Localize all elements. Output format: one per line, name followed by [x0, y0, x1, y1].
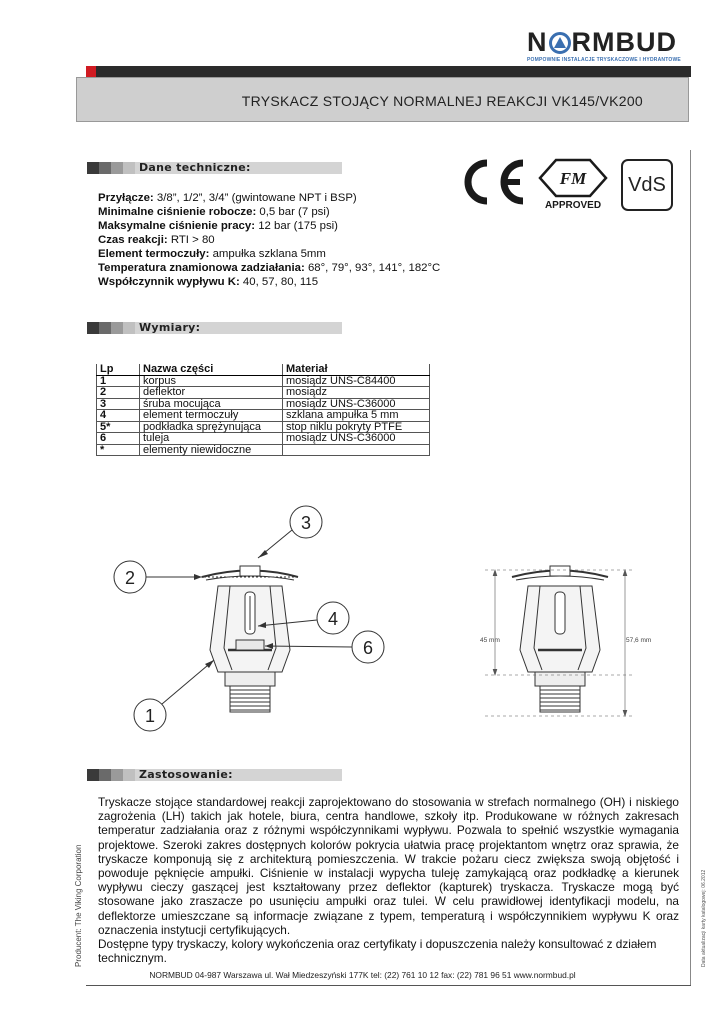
table-cell: podkładka sprężynująca: [140, 421, 283, 433]
logo-triangle-icon: [549, 32, 571, 54]
table-cell: korpus: [140, 375, 283, 387]
fm-approved-icon: [536, 156, 610, 212]
right-margin-line: [690, 150, 691, 985]
spec-label: Minimalne ciśnienie robocze:: [98, 206, 257, 218]
callout-3: [258, 506, 322, 558]
section-square: [123, 769, 135, 781]
spec-row: [98, 233, 440, 247]
brand-name-start: N: [527, 27, 548, 57]
vds-mark-icon: [621, 159, 673, 211]
spec-value: ampułka szklana 5mm: [209, 248, 326, 260]
usage-description: [98, 795, 679, 965]
table-cell: mosiądz UNS-C84400: [283, 375, 430, 387]
page-title: TRYSKACZ STOJĄCY NORMALNEJ REAKCJI VK145/VK200: [241, 93, 643, 109]
fm-approved-label: APPROVED: [544, 200, 602, 211]
spec-value: 3/8”, 1/2”, 3/4” (gwintowane NPT i BSP): [153, 192, 357, 204]
fm-label: FM: [559, 169, 587, 188]
table-cell: 3: [97, 398, 140, 410]
section-square: [99, 322, 111, 334]
section-title-dims: Wymiary:: [139, 321, 201, 334]
header-bar: [86, 66, 691, 77]
spec-list: [98, 191, 440, 289]
table-row: [97, 421, 430, 433]
table-cell: 6: [97, 433, 140, 445]
section-square: [87, 769, 99, 781]
section-square: [99, 162, 111, 174]
usage-paragraph: Tryskacze stojące standardowej reakcji zaprojektowano do stosowania w strefach normalnego (OH) i niskiego zagrożenia (LH) takich jak hotele, biura, centra handlowe, szkoły itp. Produkowane w różnych zakresach temperatur zadziałania oraz z różnymi współczynnikami wypływu. Pozwala to spełnić wszystkie wymagania projektowe. Szeroki zakres dostępnych kolorów pokrycia ułatwia pracę projektantom wnętrz oraz sprawia, że tryskacze komponują się z architekturą pomieszczenia. W trakcie pożaru ciecz zwiększa swoją objętość i powoduje pęknięcie ampułki. Ciśnienie w instalacji wypycha tuleję zamykającą oraz podkładkę a kierunek wypływu cieczy gaszącej jest kształtowany przez deflektor (kapturek) tryskacza. Tryskacze mogą być stosowane jako zraszacze po usunięciu ampułki oraz tulei. W celu prawidłowej identyfikacji modelu, na deflektorze umieszczane są informacje związane z typem, temperaturą i współczynnikiem wypływu K oraz oznaczenia instytucji certyfikujących.: [98, 795, 679, 937]
table-row: [97, 433, 430, 445]
vds-label: VdS: [628, 174, 666, 196]
section-square: [111, 162, 123, 174]
spec-label: Temperatura znamionowa zadziałania:: [98, 262, 305, 274]
footer-line: [86, 985, 691, 986]
table-cell: deflektor: [140, 387, 283, 399]
spec-value: 12 bar (175 psi): [255, 220, 338, 232]
table-cell: elementy niewidoczne: [140, 444, 283, 456]
section-title-tech: Dane techniczne:: [139, 161, 251, 174]
section-header-usage: [87, 769, 342, 781]
dimension-label-45: 45 mm: [480, 637, 500, 644]
table-cell: mosiądz UNS-C36000: [283, 398, 430, 410]
table-cell: stop niklu pokryty PTFE: [283, 421, 430, 433]
producer-note: Producent: The Viking Corporation: [74, 844, 83, 967]
dimension-label-57: 57,6 mm: [626, 637, 652, 644]
spec-row: [98, 191, 440, 205]
brand-logo: [527, 28, 687, 63]
usage-note: Dostępne typy tryskaczy, kolory wykończenia oraz certyfikaty i dopuszczenia należy konsultować z działem technicznym.: [98, 937, 657, 966]
table-cell: 2: [97, 387, 140, 399]
table-header-row: [97, 364, 430, 375]
callout-number: 1: [144, 706, 156, 726]
spec-value: 40, 57, 80, 115: [239, 276, 319, 288]
sprinkler-right-illustration: [512, 566, 608, 712]
section-square: [87, 322, 99, 334]
callout-number: 4: [327, 609, 339, 629]
table-cell: 1: [97, 375, 140, 387]
table-header-cell: Materiał: [283, 364, 430, 375]
section-header-tech: [87, 162, 342, 174]
brand-tagline: POMPOWNIE INSTALACJE TRYSKACZOWE I HYDRANTOWE: [527, 57, 681, 63]
spec-label: Współczynnik wypływu K:: [98, 276, 240, 288]
spec-value: 0,5 bar (7 psi): [256, 206, 330, 218]
footer-contact: NORMBUD 04-987 Warszawa ul. Wał Miedzeszyński 177K tel: (22) 761 10 12 fax: (22) 781 96 51 www.normbud.pl: [149, 970, 576, 980]
callout-1: [134, 660, 214, 731]
table-cell: 5*: [97, 421, 140, 433]
update-date-note: Data aktualizacji karty katalogowej: 06.2012: [701, 869, 707, 967]
table-row: [97, 387, 430, 399]
section-square: [123, 322, 135, 334]
spec-row: [98, 261, 440, 275]
header-bar-accent: [86, 66, 96, 77]
table-cell: mosiądz: [283, 387, 430, 399]
callout-number: 3: [300, 513, 312, 533]
section-square: [87, 162, 99, 174]
table-row: [97, 398, 430, 410]
brand-name-end: RMBUD: [571, 27, 677, 57]
spec-value: RTI > 80: [167, 234, 215, 246]
spec-label: Przyłącze:: [98, 192, 154, 204]
spec-label: Maksymalne ciśnienie pracy:: [98, 220, 256, 232]
table-cell: tuleja: [140, 433, 283, 445]
ce-mark-icon: [457, 157, 527, 207]
spec-value: 68°, 79°, 93°, 141°, 182°C: [304, 262, 441, 274]
table-cell: [283, 444, 430, 456]
section-header-dims: [87, 322, 342, 334]
brand-name: [527, 28, 687, 56]
spec-label: Element termoczuły:: [98, 248, 210, 260]
callout-2: [114, 561, 202, 593]
section-square: [111, 322, 123, 334]
sprinkler-drawing: [90, 500, 690, 740]
table-row: [97, 444, 430, 456]
table-cell: mosiądz UNS-C36000: [283, 433, 430, 445]
section-square: [111, 769, 123, 781]
callout-number: 2: [124, 568, 136, 588]
spec-row: [98, 219, 440, 233]
table-cell: 4: [97, 410, 140, 422]
spec-row: [98, 247, 440, 261]
title-box: [76, 77, 689, 122]
table-row: [97, 375, 430, 387]
table-cell: *: [97, 444, 140, 456]
section-title-usage: Zastosowanie:: [139, 768, 233, 781]
section-square: [123, 162, 135, 174]
section-square: [99, 769, 111, 781]
table-row: [97, 410, 430, 422]
table-header-cell: Lp: [97, 364, 140, 375]
spec-row: [98, 205, 440, 219]
spec-row: [98, 275, 440, 289]
callout-number: 6: [362, 638, 374, 658]
spec-label: Czas reakcji:: [98, 234, 168, 246]
table-cell: szklana ampułka 5 mm: [283, 410, 430, 422]
parts-table: [96, 364, 430, 456]
table-cell: element termoczuły: [140, 410, 283, 422]
table-header-cell: Nazwa części: [140, 364, 283, 375]
sprinkler-left-illustration: [200, 566, 300, 712]
table-cell: śruba mocująca: [140, 398, 283, 410]
